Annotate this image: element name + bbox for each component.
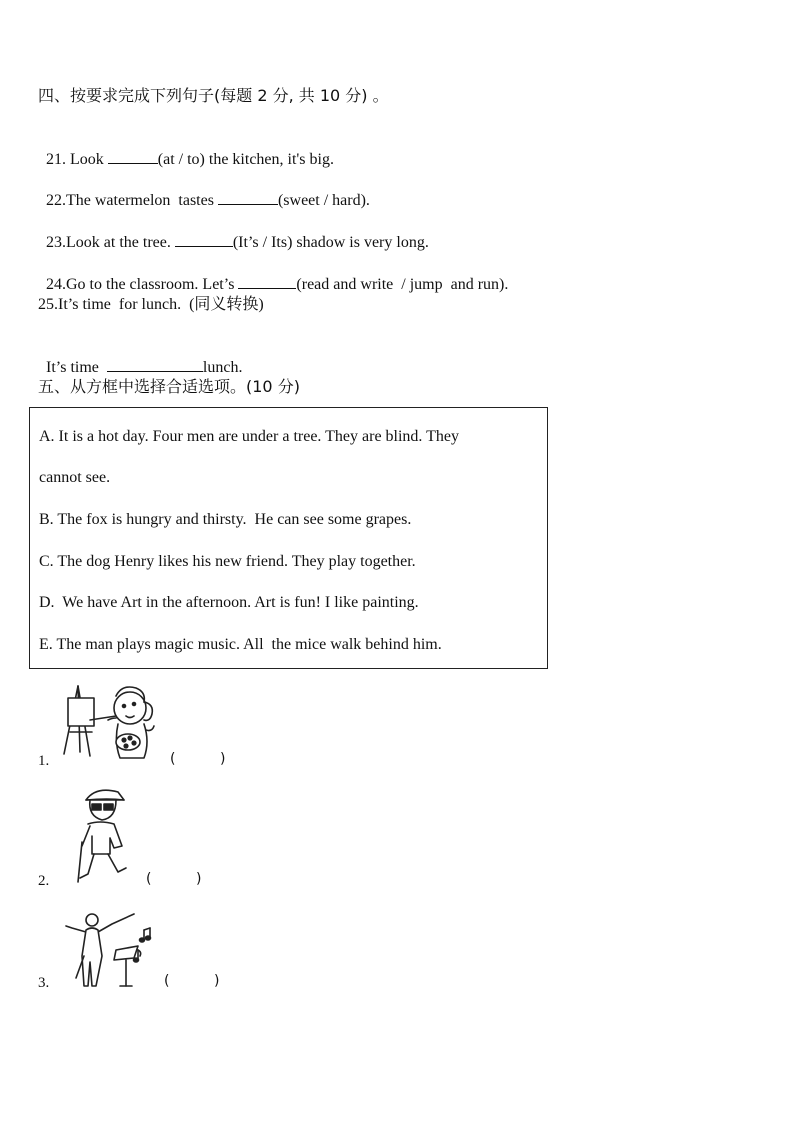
q23-blank[interactable] — [175, 232, 233, 247]
option-b: B. The fox is hungry and thirsty. He can see some grapes. — [39, 511, 412, 528]
q22-prefix: 22.The watermelon tastes — [46, 192, 218, 209]
section-5-heading: 五、从方框中选择合适选项。(10 分) — [38, 377, 300, 396]
option-a-line-1: A. It is a hot day. Four men are under a tree. They are blind. They — [39, 428, 460, 445]
question-25-answer-line — [38, 337, 242, 378]
item-2-answer-paren[interactable]: ( ) — [146, 871, 202, 887]
item-1-number: 1. — [38, 753, 50, 769]
question-21 — [38, 129, 334, 170]
section-4-heading: 四、按要求完成下列句子(每题 2 分, 共 10 分) 。 — [38, 86, 389, 105]
q25-blank[interactable] — [107, 357, 203, 372]
q23-suffix: (It’s / Its) shadow is very long. — [232, 234, 429, 251]
q25-prefix: It’s time — [46, 359, 107, 376]
question-24 — [38, 254, 508, 295]
question-22 — [38, 170, 370, 211]
options-box — [29, 407, 548, 669]
question-25: 25.It’s time for lunch. (同义转换) — [38, 296, 264, 313]
q21-suffix: (at / to) the kitchen, it's big. — [157, 151, 334, 168]
q25-suffix: lunch. — [202, 359, 243, 376]
item-3-number: 3. — [38, 975, 50, 991]
option-e: E. The man plays magic music. All the mice walk behind him. — [39, 636, 442, 653]
item-2-number: 2. — [38, 873, 50, 889]
item-1-answer-paren[interactable]: ( ) — [170, 751, 226, 767]
blind-man-illustration — [72, 784, 134, 886]
q24-blank[interactable] — [238, 274, 296, 289]
q21-prefix: 21. Look — [46, 151, 108, 168]
q24-prefix: 24.Go to the classroom. Let’s — [46, 276, 239, 293]
q24-suffix: (read and write / jump and run). — [296, 276, 509, 293]
q22-suffix: (sweet / hard). — [277, 192, 370, 209]
q21-blank[interactable] — [108, 149, 158, 164]
q22-blank[interactable] — [218, 190, 278, 205]
option-a-line-2: cannot see. — [39, 469, 111, 486]
painting-child-illustration — [60, 680, 168, 766]
conductor-illustration — [62, 910, 158, 990]
option-c: C. The dog Henry likes his new friend. They play together. — [39, 553, 416, 570]
option-d: D. We have Art in the afternoon. Art is fun! I like painting. — [39, 594, 419, 611]
item-3-answer-paren[interactable]: ( ) — [164, 973, 220, 989]
question-23 — [38, 212, 429, 253]
q23-prefix: 23.Look at the tree. — [46, 234, 175, 251]
